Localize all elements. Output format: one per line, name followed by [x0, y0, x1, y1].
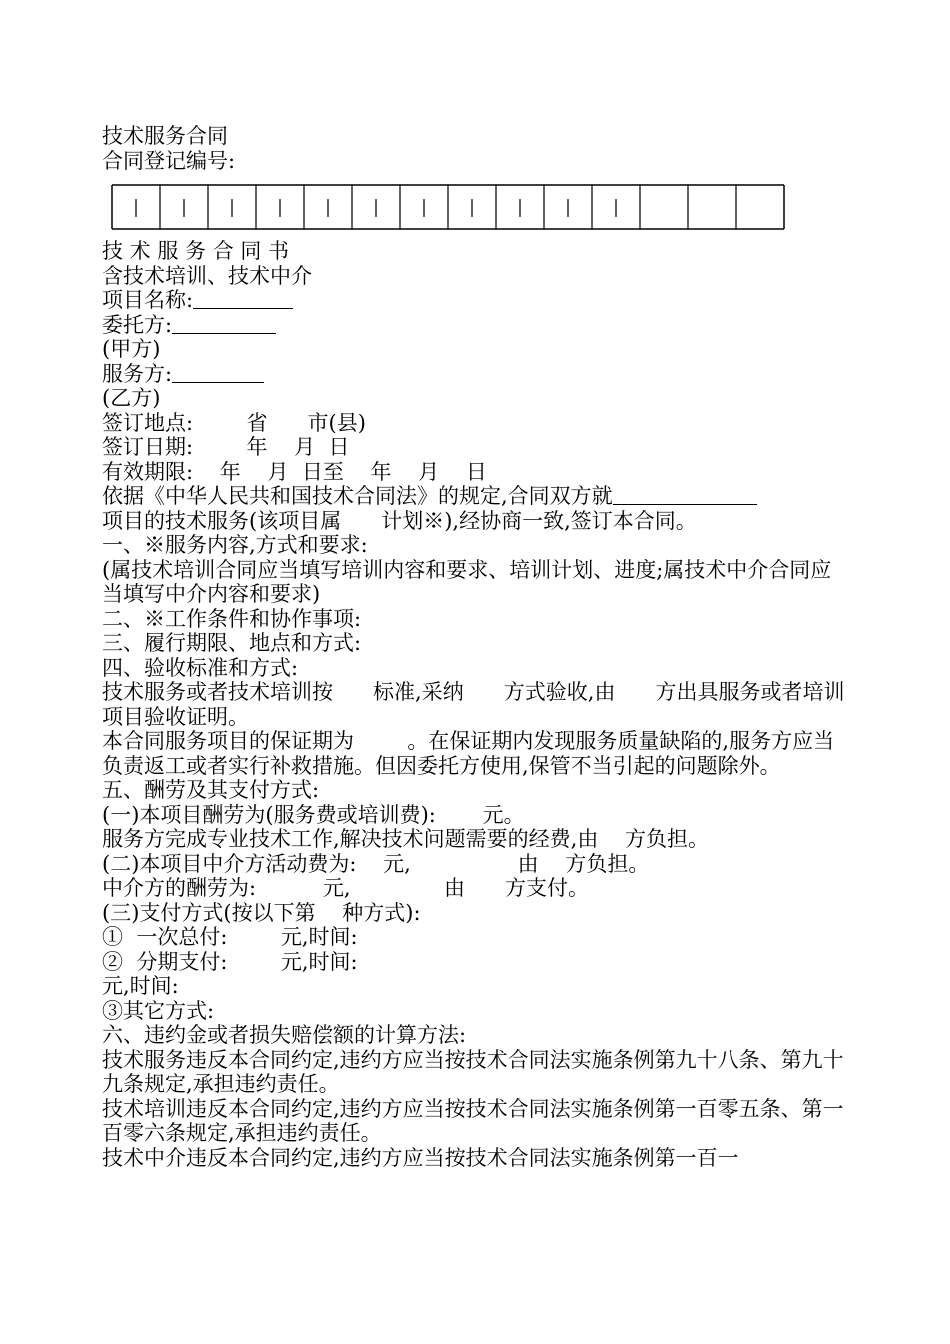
basis-project-blank [613, 484, 757, 505]
section-3-heading: 三、履行期限、地点和方式: [102, 631, 362, 655]
section-5-heading: 五、酬劳及其支付方式: [102, 778, 320, 802]
project-name-blank [193, 288, 293, 309]
section-4-acceptance: 技术服务或者技术培训按 标准,采纳 方式验收,由 方出具服务或者培训项目验收证明。 [102, 680, 845, 729]
client-label: 委托方: [102, 312, 173, 337]
section-6-heading: 六、违约金或者损失赔偿额的计算方法: [102, 1023, 467, 1047]
registration-number-label: 合同登记编号: [102, 148, 236, 173]
basis-line-2: 项目的技术服务(该项目属 计划※),经协商一致,签订本合同。 [102, 508, 697, 533]
section-5-intermediary-fee: 中介方的酬劳为: 元, 由 方支付。 [102, 876, 590, 900]
section-4-warranty: 本合同服务项目的保证期为 。在保证期内发现服务质量缺陷的,服务方应当负责返工或者实行补救措施。但因委托方使用,保管不当引起的问题除外。 [102, 729, 835, 778]
document-subheading: 含技术培训、技术中介 [102, 263, 312, 288]
basis-line-1 [102, 484, 852, 509]
section-5-intermediary-cost: (二)本项目中介方活动费为: 元, 由 方负担。 [102, 851, 650, 876]
basis-text-1: 依据《中华人民共和国技术合同法》的规定,合同双方就 [102, 484, 613, 508]
provider-blank [172, 362, 264, 383]
section-6-intermediary-breach: 技术中介违反本合同约定,违约方应当按技术合同法实施条例第一百一 [102, 1145, 739, 1170]
section-1-heading: 一、※服务内容,方式和要求: [102, 533, 368, 557]
project-name-label: 项目名称: [102, 288, 194, 312]
sign-place: 签订地点: 省 市(县) [102, 410, 366, 435]
document-title: 技术服务合同 [102, 124, 228, 148]
client-field [102, 313, 852, 338]
section-5-lump-sum: ① 一次总付: 元,时间: [102, 925, 358, 949]
section-5-installments: ② 分期支付: 元,时间: [102, 949, 358, 974]
section-5-installment-time: 元,时间: [102, 974, 179, 998]
section-6-service-breach: 技术服务违反本合同约定,违约方应当按技术合同法实施条例第九十八条、第九十九条规定,承担违约责任。 [102, 1047, 844, 1096]
provider-field [102, 362, 852, 387]
section-5-expenses: 服务方完成专业技术工作,解决技术问题需要的经费,由 方负担。 [102, 827, 710, 851]
project-name-field [102, 288, 852, 313]
document-heading: 技 术 服 务 合 同 书 [102, 239, 290, 263]
party-b-label: (乙方) [102, 386, 161, 410]
provider-label: 服务方: [102, 361, 173, 386]
valid-period: 有效期限: 年 月 日至 年 月 日 [102, 459, 487, 484]
document-body [102, 124, 852, 1170]
section-6-training-breach: 技术培训违反本合同约定,违约方应当按技术合同法实施条例第一百零五条、第一百零六条规定,承担违约责任。 [102, 1096, 844, 1145]
section-5-other-method: ③其它方式: [102, 998, 215, 1023]
party-a-label: (甲方) [102, 337, 161, 361]
registration-number-grid [110, 183, 790, 231]
section-5-payment-method: (三)支付方式(按以下第 种方式): [102, 900, 421, 925]
sign-date: 签订日期: 年 月 日 [102, 435, 350, 459]
section-4-heading: 四、验收标准和方式: [102, 655, 299, 680]
section-5-fee: (一)本项目酬劳为(服务费或培训费): 元。 [102, 802, 525, 827]
registration-grid-drawing [110, 183, 790, 231]
client-blank [172, 313, 276, 334]
section-1-note: (属技术培训合同应当填写培训内容和要求、培训计划、进度;属技术中介合同应当填写中介内容和要求) [102, 557, 832, 606]
section-2-heading: 二、※工作条件和协作事项: [102, 606, 362, 631]
